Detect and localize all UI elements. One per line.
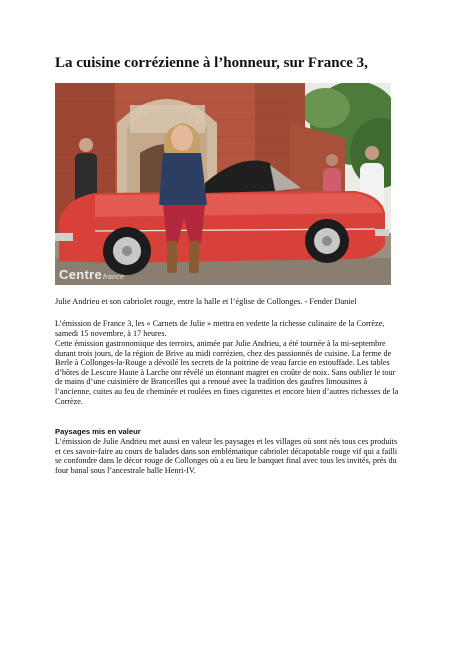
photo-illustration (55, 83, 391, 285)
photo-caption: Julie Andrieu et son cabriolet rouge, entre la halle et l’église de Collonges. - Fender Daniel (55, 297, 357, 306)
article-paragraph-1: L’émission de France 3, les « Carnets de Julie » mettra en vedette la richesse culinaire de la Corrèze, samedi 15 novembre, à 17 heures. (55, 319, 385, 338)
article-subheading: Paysages mis en valeur (55, 427, 141, 436)
watermark-suffix: france (102, 274, 125, 281)
photo-watermark (59, 267, 124, 282)
article-photo (55, 83, 391, 285)
article-paragraph-2: Cette émission gastronomique des terroirs, animée par Julie Andrieu, a été tournée à la mi-septembre durant trois jours, de la région de Brive au midi corrézien, chez des passionnés de cuisine. La ferme de Berle à Collonges-la-Rouge a dévoilé les secrets de la poitrine de veau farcie en estouffade. Les tables d’hôtes de Lescure Haute à Larche ont révélé un étonnant magret en croûte de noix. Sans oublier le tour de mains d’une cuisinière de Branceilles qui a renoué avec la tradition des gaufres limousines à l’ancienne, cuites au feu de cheminée et roulées en fines cigarettes et encore bien d’autres richesses de la Corrèze. (55, 339, 399, 406)
article-paragraph-3: L’émission de Julie Andrieu met aussi en valeur les paysages et les villages où sont nés tous ces produits et ces savoir-faire au cours de balades dans son emblématique cabriolet décapotable rouge vif qui a failli se confondre dans le décor rouge de Collonges où a eu lieu le banquet final avec tous les invités, près du four banal sous l’ancestrale halle Henri-IV. (55, 437, 398, 475)
article-title: La cuisine corrézienne à l’honneur, sur France 3, (55, 55, 368, 71)
watermark-brand: Centre (59, 267, 102, 282)
